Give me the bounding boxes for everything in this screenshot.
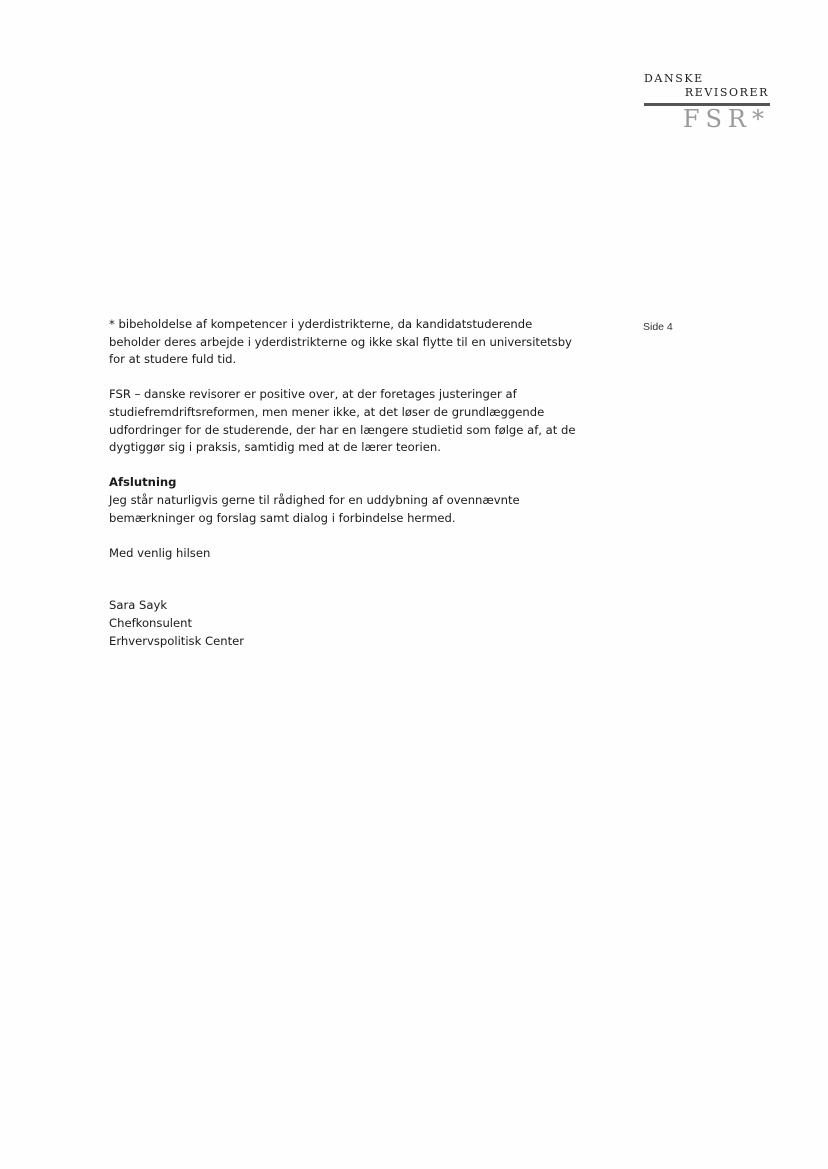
signature-name: Sara Sayk bbox=[109, 598, 168, 613]
closing-line: Med venlig hilsen bbox=[109, 545, 211, 560]
paragraph-line: bemærkninger og forslag samt dialog i forbindelse hermed. bbox=[109, 510, 456, 525]
signature-title: Chefkonsulent bbox=[109, 615, 193, 630]
logo-line-revisorer: REVISORER bbox=[684, 86, 769, 99]
paragraph-line: dygtiggør sig i praksis, samtidig med at de lærer teorien. bbox=[109, 440, 441, 455]
paragraph-line: * bibeholdelse af kompetencer i yderdistrikterne, da kandidatstuderende bbox=[109, 317, 533, 331]
fsr-logo bbox=[640, 72, 770, 134]
paragraph-line: FSR – danske revisorer er positive over, at der foretages justeringer af bbox=[109, 387, 517, 402]
paragraph-line: for at studere fuld tid. bbox=[109, 352, 237, 367]
paragraph-line: Jeg står naturligvis gerne til rådighed for en uddybning af ovennævnte bbox=[109, 492, 520, 507]
letter-body bbox=[109, 316, 609, 650]
page-number: Side 4 bbox=[643, 321, 673, 333]
logo-fsr-mark: FSR* bbox=[682, 105, 770, 133]
logo-line-danske: DANSKE bbox=[644, 72, 704, 85]
signature-department: Erhvervspolitisk Center bbox=[109, 633, 245, 648]
paragraph-line: beholder deres arbejde i yderdistrikterne og ikke skal flytte til en universitetsby bbox=[109, 334, 572, 349]
paragraph-line: studiefremdriftsreformen, men mener ikke, at det løser de grundlæggende bbox=[109, 404, 545, 419]
section-heading: Afslutning bbox=[109, 475, 177, 490]
paragraph-line: udfordringer for de studerende, der har en længere studietid som følge af, at de bbox=[109, 422, 576, 437]
